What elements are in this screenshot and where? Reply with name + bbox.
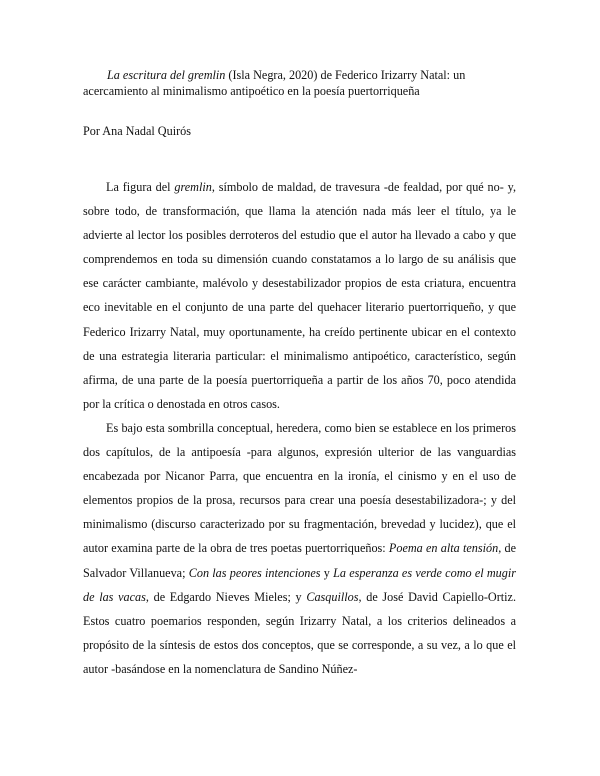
italic-term: gremlin [174, 180, 212, 194]
paragraph-text: La figura del [106, 180, 175, 194]
book-title: La escritura del gremlin [107, 68, 226, 82]
paragraph-2 [83, 416, 516, 681]
book-title: La esperanza es verde como el mugir de las vacas [83, 565, 516, 604]
author-line: Por Ana Nadal Quirós [83, 124, 191, 138]
paragraph-text: y [320, 565, 334, 580]
book-title: Casquillos [306, 589, 359, 604]
book-title: Con las peores intenciones [188, 565, 321, 580]
paragraph-text: Es bajo esta sombrilla conceptual, heredera, como bien se establece en los primeros dos capítulos, de la antipoesía -para algunos, expresión ulterior de las vanguardias encabezada por Nicanor Parra, que encuentra en la ironía, el cinismo y en el uso de elementos propios de la prosa, recursos para crear una poesía desestabilizadora-; y del minimalismo (discurso caracterizado por su fragmentación, brevedad y lucidez), que el autor examina parte de la obra de tres poetas puertorriqueños: [83, 420, 516, 556]
title-subtitle: (Isla Negra, 2020) de Federico Irizarry Natal: un acercamiento al minimalismo antipoético en la poesía puertorriqueña [83, 68, 466, 98]
paragraph-1 [83, 175, 516, 416]
paragraph-text: , de Salvador Villanueva; [83, 541, 516, 580]
book-title: Poema en alta tensión [388, 541, 499, 556]
paragraph-text: , símbolo de maldad, de travesura -de fealdad, por qué no- y, sobre todo, de transformación, que llama la atención nada más leer el título, ya le advierte al lector los posibles derroteros del estudio que el autor ha llevado a cabo y que comprendemos en toda su dimensión cuando constatamos a lo largo de su análisis que ese carácter cambiante, malévolo y desestabilizador propios de esta criatura, encuentra eco inevitable en el conjunto de una parte del quehacer literario puertorriqueño, y que Federico Irizarry Natal, muy oportunamente, ha creído pertinente ubicar en el contexto de una estrategia literaria particular: el minimalismo antipoético, característico, según afirma, de una parte de la poesía puertorriqueña a partir de los años 70, poco atendida por la crítica o denostada en otros casos. [83, 180, 516, 411]
paragraph-text: , de José David Capiello-Ortiz. Estos cuatro poemarios responden, según Irizarry Natal, a los criterios delineados a propósito de la síntesis de estos dos conceptos, que se corresponde, a su vez, a lo que el autor -basándose en la nomenclatura de Sandino Núñez- [83, 589, 516, 676]
document-title [83, 67, 523, 99]
article-body [83, 175, 516, 681]
paragraph-text: , de Edgardo Nieves Mieles; y [145, 589, 307, 604]
